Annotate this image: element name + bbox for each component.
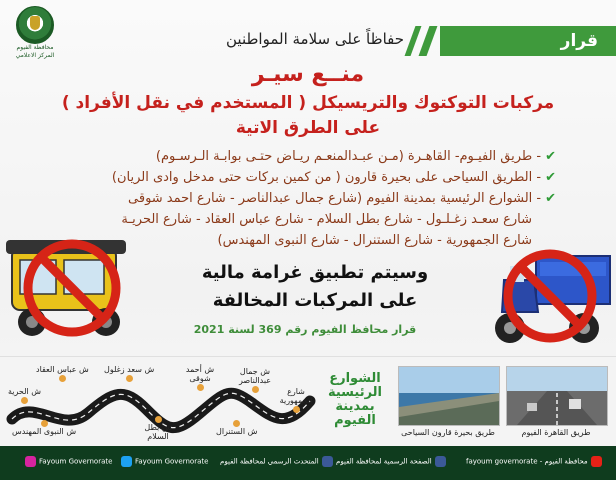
road-item [40,167,556,188]
instagram-icon [25,456,36,467]
street-label: ش النبوى المهندس [12,427,77,436]
lake-road-photo [398,366,500,426]
twitter-link[interactable] [118,456,208,467]
pin-icon [197,384,204,391]
lake-road-caption: طريق بحيرة قارون السياحى [401,428,495,437]
street-pin [140,415,176,441]
ban-vehicles: مركبات التوكتوك والتريسيكل ( المستخدم في نقل الأفراد ) [61,93,555,113]
street-label: ش الستنرال [216,427,258,436]
logo-line2: المركز الاعلامي [15,52,55,59]
street-pin [104,365,154,382]
instagram-label: Fayoum Governorate [39,457,113,466]
facebook-page-label: الصفحة الرسمية لمحافظة الفيوم [336,457,432,466]
street-pin [12,419,76,436]
street-pin [216,419,257,436]
road-item [40,188,556,209]
cairo-road-caption: طريق القاهرة الفيوم [521,428,591,437]
street-pin [8,387,41,404]
tricycle-prohibited-icon [484,236,614,354]
pin-icon [126,375,133,382]
ban-roads-intro: على الطرق الاتية [235,118,381,138]
street-pin [276,387,316,413]
fine-line1: وسيتم تطبيق غرامة مالية [201,262,429,283]
street-pin [36,365,89,382]
decree-number: قرار محافظ الفيوم رقم 369 لسنة 2021 [193,323,417,336]
map-title: الشوارع الرئيسية بمدينة الفيوم [327,371,383,428]
street-label: ش سعد زغلول [104,365,155,374]
twitter-label: Fayoum Governorate [135,457,209,466]
road-text: - طريق الفيـوم- القاهـرة (مـن عبـدالمنعـم ريـاض حتـى بوابـة الـرسـوم) [155,149,542,164]
youtube-icon [591,456,602,467]
pin-icon [59,375,66,382]
youtube-link[interactable] [466,456,605,467]
street-label: ش عباس العقاد [36,365,89,374]
ban-headline: منــع سيـر [251,62,365,87]
road-text: - الشوارع الرئيسية بمدينة الفيوم (شارع جمال عبدالناصر - شارع احمد شوقى [128,191,542,206]
header-subtitle: حفاظاً على سلامة المواطنين [226,30,404,48]
pin-icon [155,416,162,423]
street-label: ش الحرية [8,387,42,396]
governorate-logo [10,6,60,64]
street-label: ش جمال عبدالناصر [238,367,272,385]
road-item-continued: شارع الجمهورية - شارع الستنرال - شارع النبوى المهندس) [217,233,532,248]
street-pin [232,367,278,393]
pin-icon [252,386,259,393]
decision-label: قرار [560,31,598,51]
youtube-label: محافظة الفيوم - fayoum governorate [466,457,588,466]
check-icon: ✔ [545,191,556,206]
footer [0,446,616,480]
pin-icon [293,406,300,413]
street-label: ش بطل السلام [144,423,172,441]
street-label: شارع الجمهورية [279,387,313,405]
facebook-icon [322,456,333,467]
road-item [40,146,556,167]
facebook-icon [435,456,446,467]
instagram-link[interactable] [22,456,112,467]
pin-icon [233,420,240,427]
decision-banner [440,26,616,56]
street-pin [180,365,220,391]
seal-icon [16,6,54,44]
official-speaker-link[interactable] [220,456,336,467]
road-text: - الطريق السياحى على بحيرة قارون ( من كمين بركات حتى مدخل وادى الريان) [111,170,542,185]
tuktuk-prohibited-icon [2,226,138,350]
check-icon: ✔ [545,170,556,185]
pin-icon [41,420,48,427]
check-icon: ✔ [545,149,556,164]
cairo-road-photo [506,366,608,426]
fine-line2: على المركبات المخالفة [212,290,418,311]
road-item-continued: شارع سعـد زغـلـول - شارع بطل السلام - شارع عباس العقاد - شارع الحريـة [121,212,532,227]
official-speaker-label: المتحدث الرسمي لمحافظة الفيوم [220,457,319,466]
logo-line1: محافظة الفيوم [16,44,54,51]
twitter-icon [121,456,132,467]
street-label: ش أحمد شوقى [185,365,215,383]
pin-icon [21,397,28,404]
facebook-page-link[interactable] [336,456,449,467]
